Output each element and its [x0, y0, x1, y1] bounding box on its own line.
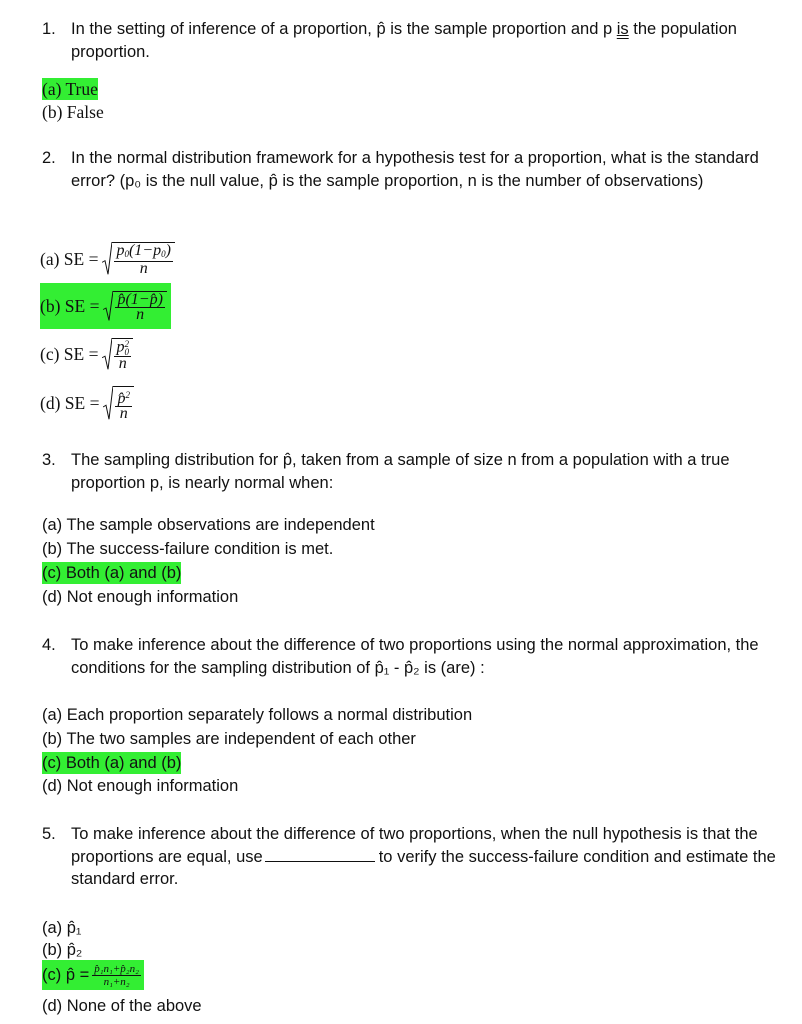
question-3 [42, 449, 782, 494]
q1-option-b[interactable]: (b) False [42, 102, 104, 122]
q3-option-d[interactable]: (d) Not enough information [42, 588, 239, 606]
answer-blank [265, 847, 375, 862]
q4-option-d[interactable]: (d) Not enough information [42, 777, 239, 795]
q2-option-d[interactable]: (d) SE = $\frac{p̂^2}{n}$ [40, 380, 134, 426]
question-number: 1. [42, 20, 56, 38]
sqrt-symbol [102, 338, 133, 371]
question-number: 2. [42, 149, 56, 167]
question-number: 5. [42, 825, 56, 843]
question-text: To make inference about the difference of two proportions, when the null hypothesis is that the proportions are equal, use to verify the success-failure condition and estimate the standard error. [71, 825, 776, 888]
question-number: 4. [42, 636, 56, 654]
question-number: 3. [42, 451, 56, 469]
question-text: In the normal distribution framework for a hypothesis test for a proportion, what is the standard error? (p₀ is the null value, p̂ is the sample proportion, n is the number of observations) [71, 149, 759, 190]
sqrt-symbol [103, 386, 134, 421]
q2-option-b[interactable]: (b) SE = $\frac{p̂(1-p̂)}{n}$ [40, 283, 171, 329]
q5-option-a[interactable]: (a) p̂₁ [42, 919, 82, 937]
q3-option-c[interactable]: (c) Both (a) and (b) [42, 564, 182, 582]
q4-option-a[interactable]: (a) Each proportion separately follows a normal distribution [42, 706, 473, 724]
q5-option-b[interactable]: (b) p̂₂ [42, 941, 83, 959]
fraction: p 2 0 n [116, 338, 129, 372]
q4-option-b[interactable]: (b) The two samples are independent of each other [42, 730, 416, 748]
q5-option-d[interactable]: (d) None of the above [42, 997, 202, 1015]
question-1 [42, 18, 782, 63]
fraction: $\frac{p_0(1-p_0)}{n}$ [116, 242, 171, 277]
question-text: In the setting of inference of a proportion, p̂ is the sample proportion and p is the population proportion. [71, 20, 737, 61]
fraction: $\frac{p̂(1-p̂)}{n}$ [117, 290, 163, 323]
sqrt-symbol [103, 291, 166, 322]
q4-option-c[interactable]: (c) Both (a) and (b) [42, 754, 182, 772]
question-text: The sampling distribution for p̂, taken from a sample of size n from a population with a true proportion p, is nearly normal when: [71, 451, 730, 492]
q2-option-a[interactable]: (a) SE = $\frac{p_0(1-p_0)}{n}$ [40, 236, 175, 282]
fraction: $\frac{p̂^2}{n}$ [117, 389, 130, 422]
q3-option-b[interactable]: (b) The success-failure condition is met. [42, 540, 334, 558]
q5-option-c[interactable]: (c) p̂ = $\frac{\text{p̂₁n₁+p̂₂n₂}}{\text{n₁+n₂}}$ [42, 960, 144, 990]
question-5 [42, 823, 782, 891]
question-text: To make inference about the difference of two proportions using the normal approximation, the conditions for the sampling distribution of p̂₁ - p̂₂ is (are) : [71, 636, 759, 677]
sqrt-symbol [102, 242, 174, 276]
fraction: $\frac{\text{p̂₁n₁+p̂₂n₂}}{\text{n₁+n₂}}$ [94, 962, 139, 988]
q3-option-a[interactable]: (a) The sample observations are independent [42, 516, 375, 534]
question-2 [42, 147, 782, 192]
q2-option-c[interactable]: (c) SE = p 2 0 n [40, 331, 133, 377]
question-4 [42, 634, 782, 679]
q1-option-a[interactable]: (a) True [42, 79, 98, 99]
